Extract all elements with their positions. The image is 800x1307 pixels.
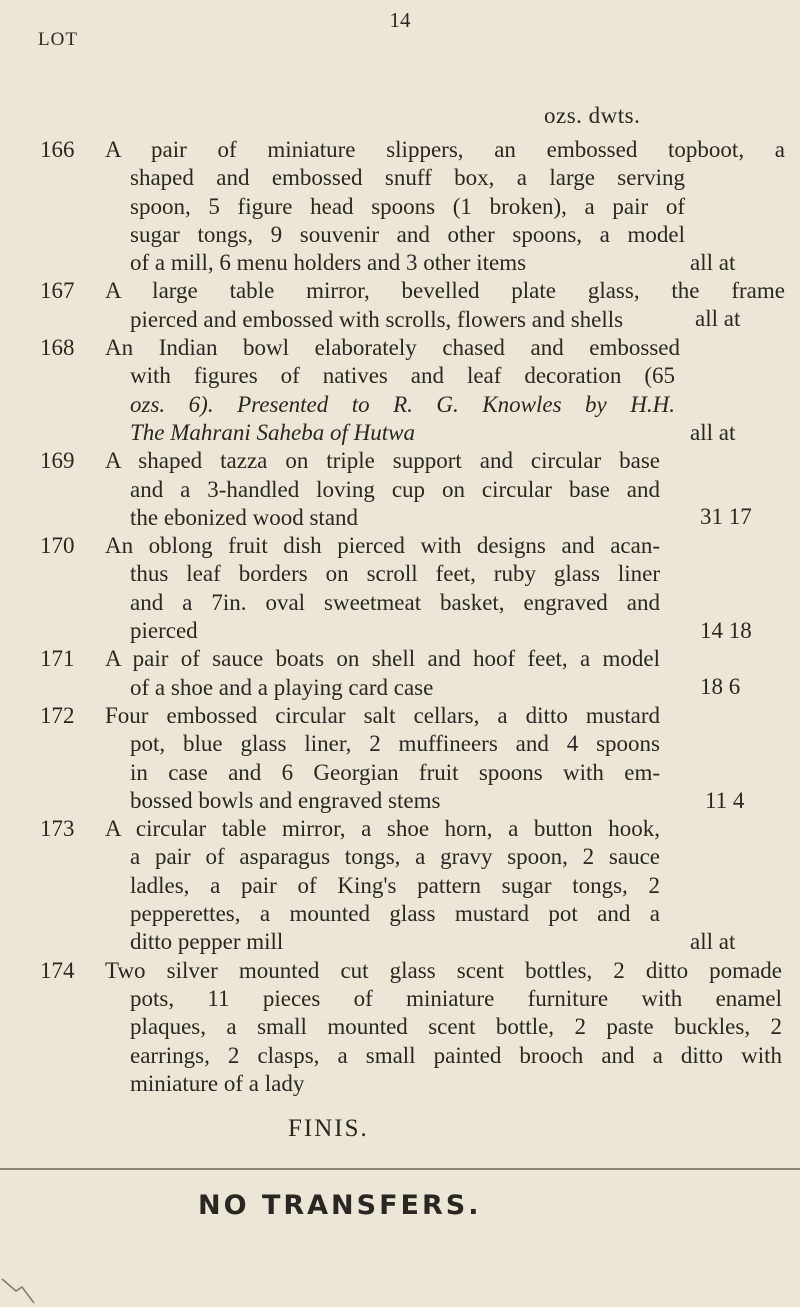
lot-description-line: ozs. 6). Presented to R. G. Knowles by H.H. (130, 391, 675, 417)
lot-description-line: A large table mirror, bevelled plate glass, the frame (105, 278, 785, 304)
lot-number: 174 (40, 957, 75, 983)
lot-entry (0, 334, 800, 447)
lot-entry (0, 645, 800, 702)
lot-price: all at (690, 420, 736, 446)
lot-description-line: pots, 11 pieces of miniature furniture with enamel (130, 985, 782, 1011)
lot-price: 18 6 (700, 674, 741, 700)
lot-entry (0, 815, 800, 956)
lot-description-line: ladles, a pair of King's pattern sugar tongs, 2 (130, 872, 660, 898)
lot-description-line: a pair of asparagus tongs, a gravy spoon, 2 sauce (130, 844, 660, 870)
lot-price: all at (690, 250, 736, 275)
units-heading: ozs. dwts. (544, 103, 641, 128)
lot-number: 172 (40, 702, 75, 728)
lot-description-line: pierced and embossed with scrolls, flowers and shells (130, 306, 624, 332)
lot-number: 171 (40, 646, 75, 672)
lot-description-line: of a mill, 6 menu holders and 3 other items (130, 250, 527, 276)
lot-description-line: the ebonized wood stand (130, 504, 359, 530)
lot-number: 169 (40, 448, 75, 474)
lot-description-line: A shaped tazza on triple support and circular base (105, 448, 660, 474)
lot-description-line: spoon, 5 figure head spoons (1 broken), a pair of (130, 193, 685, 219)
lot-price: all at (690, 929, 736, 955)
lot-description-line: sugar tongs, 9 souvenir and other spoons, a model (130, 221, 685, 247)
finis-heading: FINIS. (288, 1115, 369, 1142)
lot-entry (0, 957, 800, 1098)
no-transfers-notice: NO TRANSFERS. (198, 1190, 482, 1221)
lot-entry (0, 702, 800, 815)
lot-description-line: with figures of natives and leaf decoration (65 (130, 363, 675, 389)
lot-description-line: A pair of sauce boats on shell and hoof feet, a model (105, 646, 660, 672)
lot-description-line: and a 3-handled loving cup on circular base and (130, 476, 660, 502)
lot-description-line: bossed bowls and engraved stems (130, 787, 441, 813)
lot-description-line: pot, blue glass liner, 2 muffineers and 4 spoons (130, 731, 660, 757)
lot-description-line: A circular table mirror, a shoe horn, a button hook, (105, 816, 660, 842)
lot-list (0, 136, 800, 1098)
lot-description-line: shaped and embossed snuff box, a large serving (130, 165, 685, 191)
lot-number: 173 (40, 816, 75, 842)
lot-description-line: An Indian bowl elaborately chased and embossed (105, 335, 680, 361)
lot-description-line: The Mahrani Saheba of Hutwa (130, 419, 415, 445)
lot-description-line: Two silver mounted cut glass scent bottles, 2 ditto pomade (105, 957, 782, 983)
divider-rule (0, 1168, 800, 1170)
lot-entry (0, 532, 800, 645)
lot-description-line: pierced (130, 618, 198, 644)
lot-description-line: A pair of miniature slippers, an embossed topboot, a (105, 137, 785, 162)
lot-description-line: Four embossed circular salt cellars, a ditto mustard (105, 702, 660, 728)
page-corner-mark (0, 1265, 40, 1307)
lot-number: 168 (40, 335, 75, 361)
lot-entry (0, 447, 800, 532)
page-number: 14 (389, 8, 411, 32)
lot-description-line: of a shoe and a playing card case (130, 674, 434, 700)
lot-price: 11 4 (705, 787, 745, 813)
lot-price: 31 17 (700, 504, 752, 530)
lot-entry (0, 136, 800, 277)
lot-price: 14 18 (700, 618, 752, 644)
lot-description-line: and a 7in. oval sweetmeat basket, engraved and (130, 589, 660, 615)
lot-price: all at (695, 306, 741, 332)
lot-description-line: earrings, 2 clasps, a small painted brooch and a ditto with (130, 1042, 782, 1068)
lot-description-line: ditto pepper mill (130, 929, 284, 955)
lot-number: 170 (40, 533, 75, 559)
lot-number: 167 (40, 278, 75, 304)
lot-entry (0, 277, 800, 334)
lot-description-line: An oblong fruit dish pierced with designs and acan- (105, 533, 660, 559)
lot-column-heading: LOT (38, 29, 78, 50)
lot-description-line: thus leaf borders on scroll feet, ruby glass liner (130, 561, 660, 587)
lot-number: 166 (40, 137, 75, 162)
lot-description-line: pepperettes, a mounted glass mustard pot and a (130, 901, 660, 927)
lot-description-line: in case and 6 Georgian fruit spoons with em- (130, 759, 660, 785)
lot-description-line: plaques, a small mounted scent bottle, 2 paste buckles, 2 (130, 1014, 782, 1040)
lot-description-line: miniature of a lady (130, 1070, 305, 1096)
